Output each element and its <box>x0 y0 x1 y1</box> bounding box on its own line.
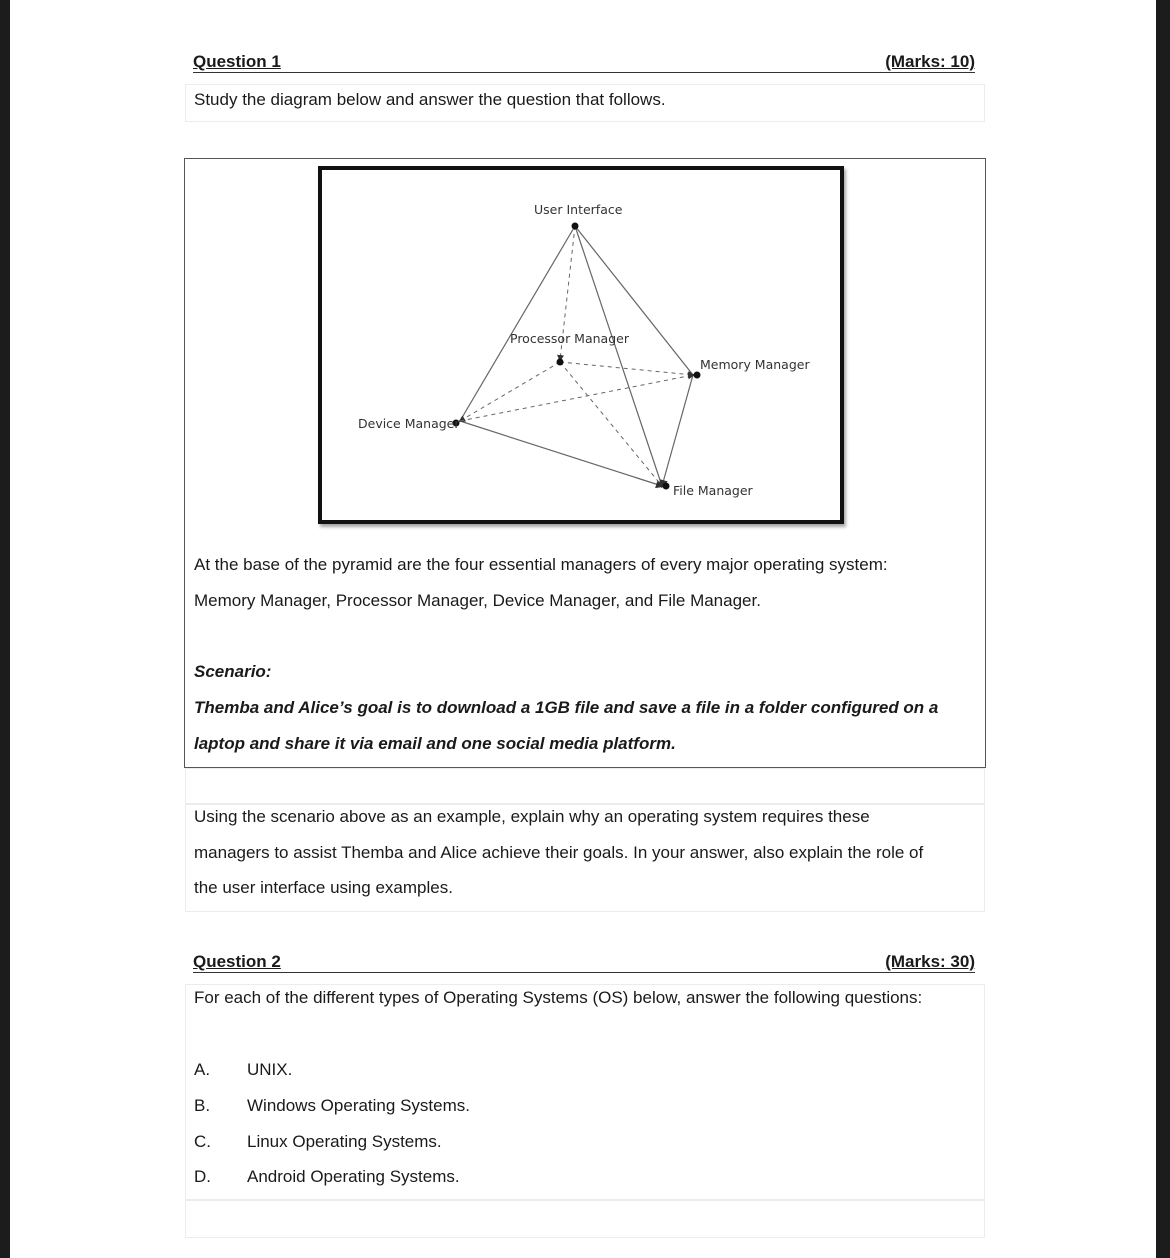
edge-processor-memory <box>560 362 693 375</box>
label-file-manager: File Manager <box>673 483 753 498</box>
edge-memory-file <box>662 375 693 486</box>
task-line3: the user interface using examples. <box>194 878 453 897</box>
list-item <box>194 1096 470 1116</box>
node-memory-manager <box>694 372 701 379</box>
description-line2: Memory Manager, Processor Manager, Device Manager, and File Manager. <box>194 591 761 610</box>
question1-marks: (Marks: 10) <box>885 52 975 71</box>
list-text: Linux Operating Systems. <box>247 1132 442 1151</box>
label-device-manager: Device Manager <box>358 416 460 431</box>
page-edge-left <box>0 0 10 1258</box>
page-edge-right <box>1156 0 1170 1258</box>
list-item <box>194 1060 292 1080</box>
list-letter: B. <box>194 1096 211 1115</box>
list-text: Android Operating Systems. <box>247 1167 460 1186</box>
edge-device-file <box>460 421 662 486</box>
list-item <box>194 1132 442 1152</box>
scenario-line1: Themba and Alice’s goal is to download a 1GB file and save a file in a folder configured on a <box>194 698 939 717</box>
label-memory-manager: Memory Manager <box>700 357 810 372</box>
task-line1: Using the scenario above as an example, explain why an operating system requires these <box>194 807 870 826</box>
edge-processor-file <box>560 362 662 486</box>
list-letter: A. <box>194 1060 211 1079</box>
list-text: UNIX. <box>247 1060 293 1079</box>
trailing-row <box>185 1200 985 1238</box>
task-line2: managers to assist Themba and Alice achieve their goals. In your answer, also explain the role of <box>194 843 924 862</box>
question1-instruction: Study the diagram below and answer the question that follows. <box>194 90 666 109</box>
node-file-manager <box>663 483 670 490</box>
pyramid-svg <box>322 170 840 520</box>
question2-title: Question 2 <box>193 952 281 971</box>
label-processor-manager: Processor Manager <box>510 331 629 346</box>
label-user-interface: User Interface <box>534 202 623 217</box>
question1-title: Question 1 <box>193 52 281 71</box>
node-user-interface <box>572 223 579 230</box>
list-letter: C. <box>194 1132 211 1151</box>
list-item <box>194 1167 460 1187</box>
list-text: Windows Operating Systems. <box>247 1096 470 1115</box>
list-letter: D. <box>194 1167 211 1186</box>
edge-processor-device <box>460 362 560 421</box>
question2-header <box>193 950 975 973</box>
os-pyramid-diagram <box>318 166 844 524</box>
edge-ui-file <box>575 226 662 486</box>
scenario-title: Scenario: <box>194 662 272 681</box>
edge-ui-memory <box>575 226 693 375</box>
question2-instruction: For each of the different types of Operating Systems (OS) below, answer the following questions: <box>194 988 923 1007</box>
question2-marks: (Marks: 30) <box>885 952 975 971</box>
question1-header <box>193 50 975 73</box>
node-processor-manager <box>557 359 564 366</box>
edge-ui-device <box>460 226 575 421</box>
description-line1: At the base of the pyramid are the four essential managers of every major operating system: <box>194 555 888 574</box>
scenario-line2: laptop and share it via email and one social media platform. <box>194 734 676 753</box>
